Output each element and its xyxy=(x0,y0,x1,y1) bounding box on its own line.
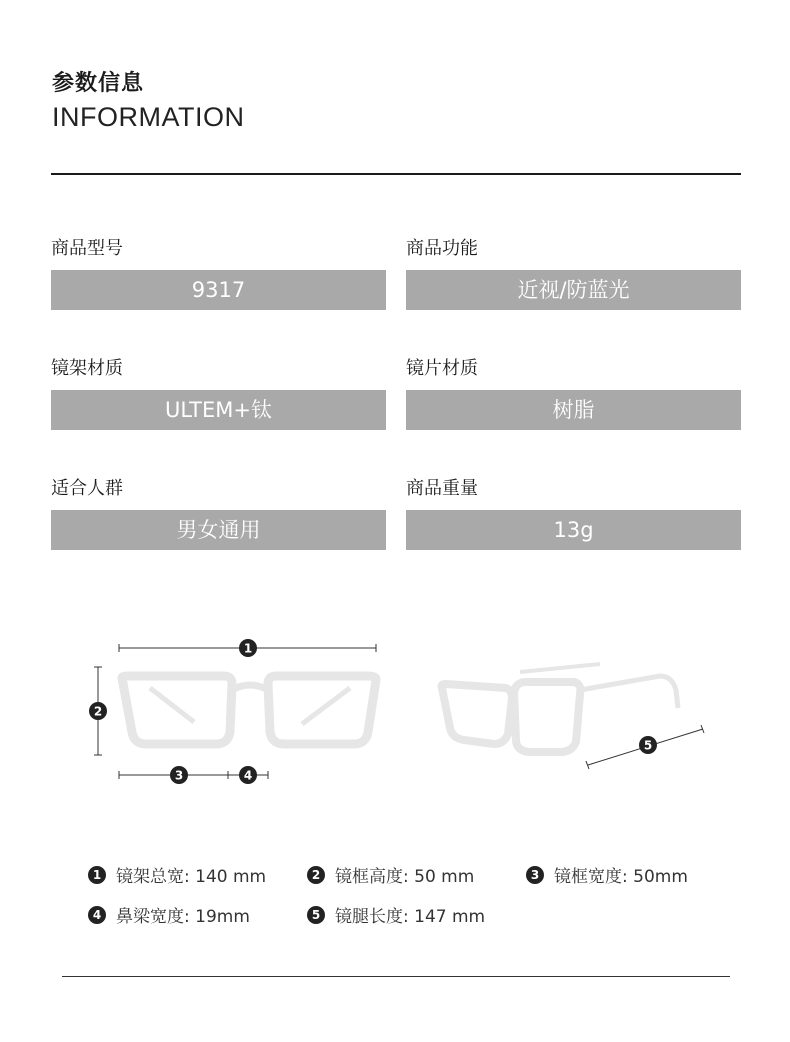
spec-label: 适合人群 xyxy=(51,478,123,499)
legend-item-frame-height xyxy=(307,862,474,887)
footer-divider xyxy=(62,976,730,977)
legend-text: 镜腿长度: 147 mm xyxy=(335,907,486,927)
svg-text:5: 5 xyxy=(643,738,653,753)
svg-text:2: 2 xyxy=(93,704,103,719)
legend-number: 1 xyxy=(88,866,106,884)
spec-label: 商品功能 xyxy=(406,238,478,259)
page-subtitle: INFORMATION xyxy=(52,102,245,132)
spec-value: ULTEM+钛 xyxy=(51,390,386,430)
svg-text:4: 4 xyxy=(243,768,253,783)
spec-label: 商品重量 xyxy=(406,478,478,499)
spec-frame-material xyxy=(51,356,386,430)
legend-number: 2 xyxy=(307,866,325,884)
legend-number: 5 xyxy=(307,906,325,924)
legend-item-bridge-width xyxy=(88,902,250,927)
spec-weight xyxy=(406,476,741,550)
spec-label: 商品型号 xyxy=(51,238,123,259)
spec-function xyxy=(406,236,741,310)
spec-label: 镜架材质 xyxy=(51,358,123,379)
marker-3 xyxy=(170,766,188,784)
marker-4 xyxy=(239,766,257,784)
spec-model xyxy=(51,236,386,310)
svg-text:3: 3 xyxy=(174,768,184,783)
spec-value: 树脂 xyxy=(406,390,741,430)
page-title: 参数信息 xyxy=(52,71,145,96)
spec-value: 近视/防蓝光 xyxy=(406,270,741,310)
legend-number: 3 xyxy=(526,866,544,884)
header-divider xyxy=(51,173,741,175)
dimension-lines xyxy=(94,641,704,779)
legend-number: 4 xyxy=(88,906,106,924)
marker-1 xyxy=(239,639,257,657)
legend-text: 镜框宽度: 50mm xyxy=(554,867,688,887)
marker-5 xyxy=(639,736,657,754)
legend-text: 镜框高度: 50 mm xyxy=(335,867,475,887)
legend-text: 镜架总宽: 140 mm xyxy=(116,867,267,887)
spec-value: 13g xyxy=(406,510,741,550)
svg-text:1: 1 xyxy=(243,641,253,656)
legend-item-lens-width xyxy=(526,862,688,887)
spec-lens-material xyxy=(406,356,741,430)
spec-value: 9317 xyxy=(51,270,386,310)
marker-2 xyxy=(89,702,107,720)
spec-audience xyxy=(51,476,386,550)
legend-text: 鼻梁宽度: 19mm xyxy=(116,907,250,927)
legend-item-temple-length xyxy=(307,902,485,927)
glasses-dimension-diagram xyxy=(0,600,790,800)
glasses-front-view xyxy=(122,676,376,744)
legend-item-frame-width xyxy=(88,862,266,887)
spec-value: 男女通用 xyxy=(51,510,386,550)
spec-label: 镜片材质 xyxy=(406,358,478,379)
